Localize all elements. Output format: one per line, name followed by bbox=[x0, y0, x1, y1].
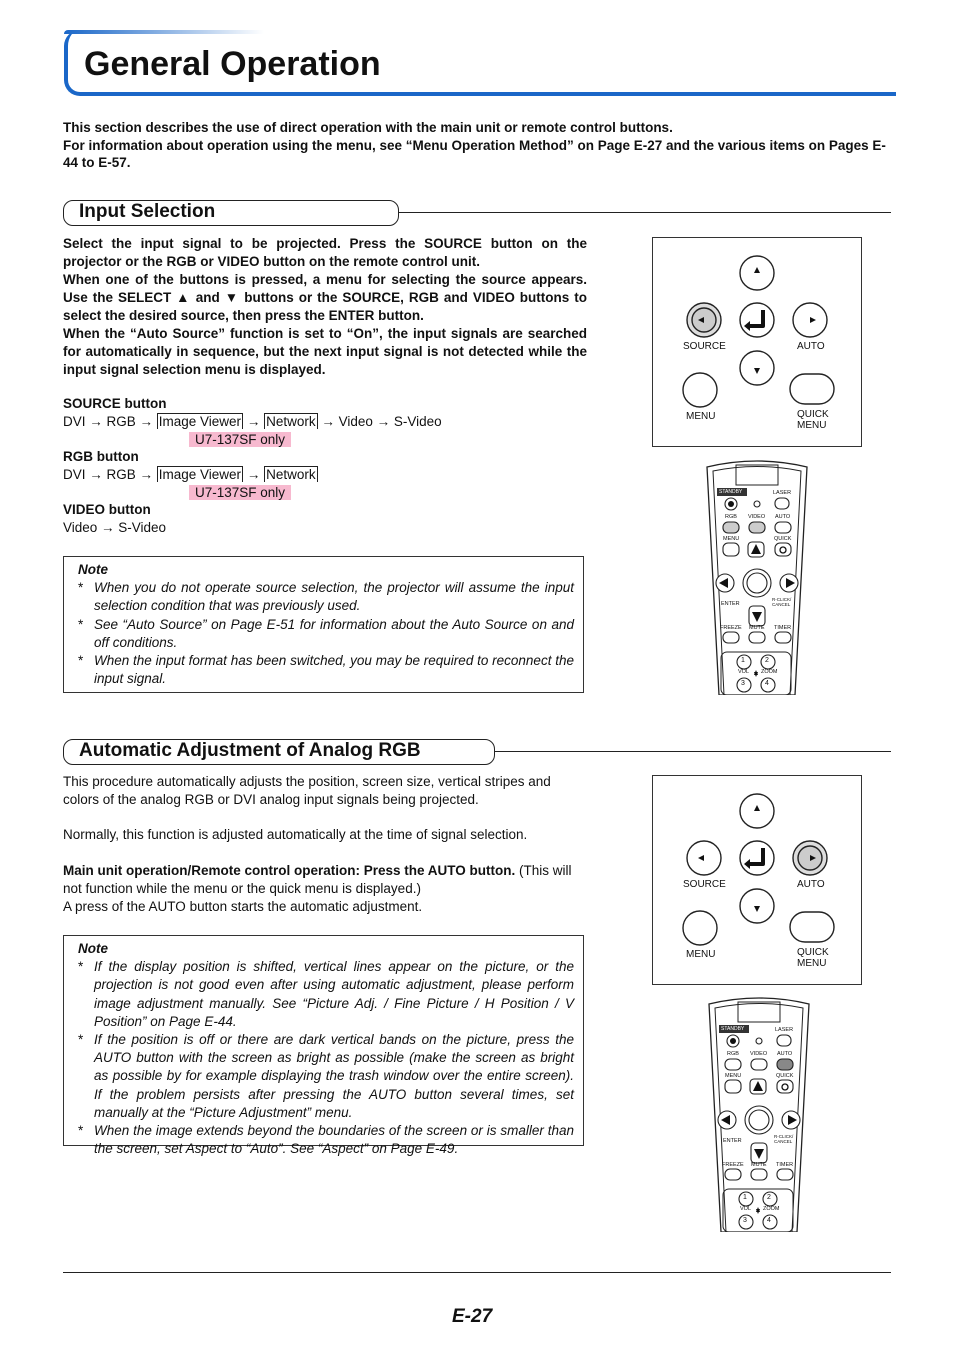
label-part: MENU bbox=[797, 420, 827, 431]
remote-label-video: VIDEO bbox=[750, 1051, 768, 1057]
label-part: QUICK bbox=[797, 947, 829, 958]
remote-label-vol: VOL bbox=[740, 1206, 752, 1212]
label-part: R-CLICK/ bbox=[774, 1134, 794, 1139]
remote-label-quick: QUICK bbox=[776, 1073, 794, 1079]
seq-part: → bbox=[243, 467, 265, 482]
remote-label-menu: MENU bbox=[723, 536, 740, 542]
seq-image-viewer: Image Viewer bbox=[158, 467, 242, 482]
quick-menu-button-icon bbox=[790, 912, 834, 942]
seq-network: Network bbox=[266, 467, 316, 482]
projector-button-panel-auto bbox=[652, 775, 862, 985]
remote-key-3: 3 bbox=[743, 1217, 747, 1224]
menu-button-icon bbox=[683, 373, 717, 407]
remote-label-laser: LASER bbox=[773, 490, 792, 496]
note-box bbox=[63, 556, 584, 693]
para: Select the input signal to be projected. Press the SOURCE button on the projector or the RGB or VIDEO button on the remote control unit. bbox=[63, 236, 587, 269]
intro-line-2: For information about operation using the menu, see “Menu Operation Method” on Page E-27 and the various items on Pages E-44 to E-57. bbox=[63, 137, 886, 170]
remote-control-2 bbox=[705, 996, 813, 1232]
remote-key-3: 3 bbox=[741, 680, 745, 687]
rgb-button-label: RGB button bbox=[63, 449, 139, 464]
para bbox=[63, 862, 587, 898]
remote-label-zoom: ZOOM bbox=[761, 669, 778, 675]
remote-key-2: 2 bbox=[767, 1194, 771, 1201]
remote-key-1: 1 bbox=[741, 657, 745, 664]
page-number: E-27 bbox=[452, 1306, 493, 1327]
source-sequence bbox=[63, 413, 587, 431]
remote-key-4: 4 bbox=[767, 1217, 771, 1224]
note-box bbox=[63, 935, 584, 1157]
model-only-badge: U7-137SF only bbox=[189, 485, 291, 500]
remote-label-rclick bbox=[774, 1134, 793, 1144]
note-text: If the position is off or there are dark vertical bands on the picture, press the AUTO button with the screen as bright as possible (make the screen as bright as possible by for example displaying the trash window over the entire screen). If the problem persists after pressing the AUTO button several times, set manually at the “Picture Adjustment” menu. bbox=[94, 1032, 574, 1120]
panel-label-auto: AUTO bbox=[797, 341, 825, 352]
section-rule bbox=[398, 212, 891, 213]
note-item bbox=[78, 1122, 574, 1158]
remote-label-laser: LASER bbox=[775, 1027, 794, 1033]
label-part: MENU bbox=[797, 958, 827, 969]
bullet-star: * bbox=[78, 616, 84, 632]
remote-label-video: VIDEO bbox=[748, 514, 766, 520]
seq-network: Network bbox=[266, 414, 316, 429]
para: Normally, this function is adjusted automatically at the time of signal selection. bbox=[63, 827, 528, 842]
seq-part: → Video → S-Video bbox=[317, 414, 442, 429]
note-item bbox=[78, 958, 574, 1031]
auto-adjust-text bbox=[63, 773, 587, 916]
note-text: If the display position is shifted, vertical lines appear on the picture, or the projection is not good even after using automatic adjustment, please perform image adjustment manually. See “Picture Adj. / Fine Picture / H Position / V Position” on Page E-44. bbox=[94, 959, 574, 1029]
note-title: Note bbox=[78, 562, 108, 577]
note-item bbox=[78, 579, 574, 615]
section-heading-auto-adjust: Automatic Adjustment of Analog RGB bbox=[79, 740, 421, 761]
para-rest: (This will not function while the menu or the quick menu is displayed.) bbox=[63, 863, 572, 896]
remote-label-mute: MUTE bbox=[751, 1162, 767, 1168]
video-button-label: VIDEO button bbox=[63, 502, 151, 517]
source-button-label: SOURCE button bbox=[63, 396, 167, 411]
label-part: QUICK bbox=[797, 409, 829, 420]
page-title: General Operation bbox=[84, 45, 381, 83]
panel-label-menu: MENU bbox=[686, 949, 716, 960]
note-item bbox=[78, 652, 574, 688]
remote-key-1: 1 bbox=[743, 1194, 747, 1201]
note-item bbox=[78, 616, 574, 652]
remote-label-auto: AUTO bbox=[775, 514, 791, 520]
remote-label-mute: MUTE bbox=[749, 625, 765, 631]
projector-button-panel bbox=[652, 237, 862, 447]
input-selection-text bbox=[63, 235, 587, 379]
remote-label-timer: TIMER bbox=[776, 1162, 794, 1168]
note-text: When the input format has been switched, you may be required to reconnect the input signal. bbox=[94, 653, 574, 687]
remote-key-2: 2 bbox=[765, 657, 769, 664]
bullet-star: * bbox=[78, 1032, 84, 1048]
menu-button-icon bbox=[683, 911, 717, 945]
panel-label-source: SOURCE bbox=[683, 341, 726, 352]
title-frame-topline bbox=[64, 30, 264, 34]
remote-key-4: 4 bbox=[765, 680, 769, 687]
label-part: CANCEL bbox=[772, 602, 791, 607]
bullet-star: * bbox=[78, 1123, 84, 1139]
intro bbox=[63, 119, 893, 172]
remote-label-rgb: RGB bbox=[727, 1051, 739, 1057]
remote-label-quick: QUICK bbox=[774, 536, 792, 542]
intro-line-1: This section describes the use of direct operation with the main unit or remote control buttons. bbox=[63, 120, 673, 135]
seq-image-viewer: Image Viewer bbox=[158, 414, 242, 429]
video-sequence: Video → S-Video bbox=[63, 520, 167, 535]
video-button-block bbox=[63, 501, 587, 537]
note-title: Note bbox=[78, 941, 108, 956]
note-item bbox=[78, 1031, 574, 1122]
panel-label-source: SOURCE bbox=[683, 879, 726, 890]
label-part: R-CLICK/ bbox=[772, 597, 792, 602]
para-bold: Main unit operation/Remote control operation: Press the AUTO button. bbox=[63, 863, 516, 878]
remote-label-menu: MENU bbox=[725, 1073, 742, 1079]
section-rule bbox=[494, 751, 891, 752]
panel-label-quick-menu bbox=[797, 947, 829, 969]
para: When one of the buttons is pressed, a menu for selecting the source appears. Use the SELECT ▲ and ▼ buttons or the SOURCE, RGB and VIDEO buttons to select the desired source, then press the ENTER button. bbox=[63, 272, 587, 323]
note-text: See “Auto Source” on Page E-51 for information about the Auto Source on and off conditions. bbox=[94, 616, 574, 650]
remote-label-timer: TIMER bbox=[774, 625, 792, 631]
section-heading-input-selection: Input Selection bbox=[79, 201, 216, 222]
panel-label-menu: MENU bbox=[686, 411, 716, 422]
label-part: CANCEL bbox=[774, 1139, 793, 1144]
bullet-star: * bbox=[78, 580, 84, 596]
enter-button-icon bbox=[740, 841, 774, 875]
remote-label-enter: ENTER bbox=[721, 601, 740, 607]
quick-menu-button-icon bbox=[790, 374, 834, 404]
enter-button-icon bbox=[740, 303, 774, 337]
note-text: When you do not operate source selection, the projector will assume the input selection condition that was previously used. bbox=[94, 580, 574, 614]
remote-label-zoom: ZOOM bbox=[763, 1206, 780, 1212]
panel-label-auto: AUTO bbox=[797, 879, 825, 890]
remote-label-standby: STANDBY bbox=[721, 1026, 745, 1032]
remote-label-vol: VOL bbox=[738, 669, 750, 675]
seq-part: → bbox=[243, 414, 265, 429]
footer-rule bbox=[63, 1272, 891, 1273]
source-button-block bbox=[63, 395, 587, 449]
remote-control-1 bbox=[703, 459, 811, 695]
model-only-badge: U7-137SF only bbox=[189, 432, 291, 447]
remote-label-rgb: RGB bbox=[725, 514, 737, 520]
seq-part: DVI → RGB → bbox=[63, 467, 157, 482]
para: A press of the AUTO button starts the automatic adjustment. bbox=[63, 899, 423, 914]
remote-label-freeze: FREEZE bbox=[722, 1162, 744, 1168]
remote-label-auto: AUTO bbox=[777, 1051, 793, 1057]
note-text: When the image extends beyond the boundaries of the screen or is smaller than the screen, set Aspect to “Auto”. See “Aspect” on Page E-49. bbox=[94, 1123, 574, 1157]
remote-label-enter: ENTER bbox=[723, 1138, 742, 1144]
remote-label-standby: STANDBY bbox=[719, 489, 743, 495]
remote-label-freeze: FREEZE bbox=[720, 625, 742, 631]
rgb-button-block bbox=[63, 448, 587, 502]
seq-part: DVI → RGB → bbox=[63, 414, 157, 429]
remote-label-rclick bbox=[772, 597, 791, 607]
bullet-star: * bbox=[78, 653, 84, 669]
panel-label-quick-menu bbox=[797, 409, 829, 431]
para: This procedure automatically adjusts the position, screen size, vertical stripes and colors of the analog RGB or DVI analog input signals being projected. bbox=[63, 774, 551, 807]
bullet-star: * bbox=[78, 959, 84, 975]
rgb-sequence bbox=[63, 466, 587, 484]
para: When the “Auto Source” function is set to “On”, the input signals are searched for automatically in sequence, but the next input signal is not detected while the input signal selection menu is displayed. bbox=[63, 326, 587, 377]
